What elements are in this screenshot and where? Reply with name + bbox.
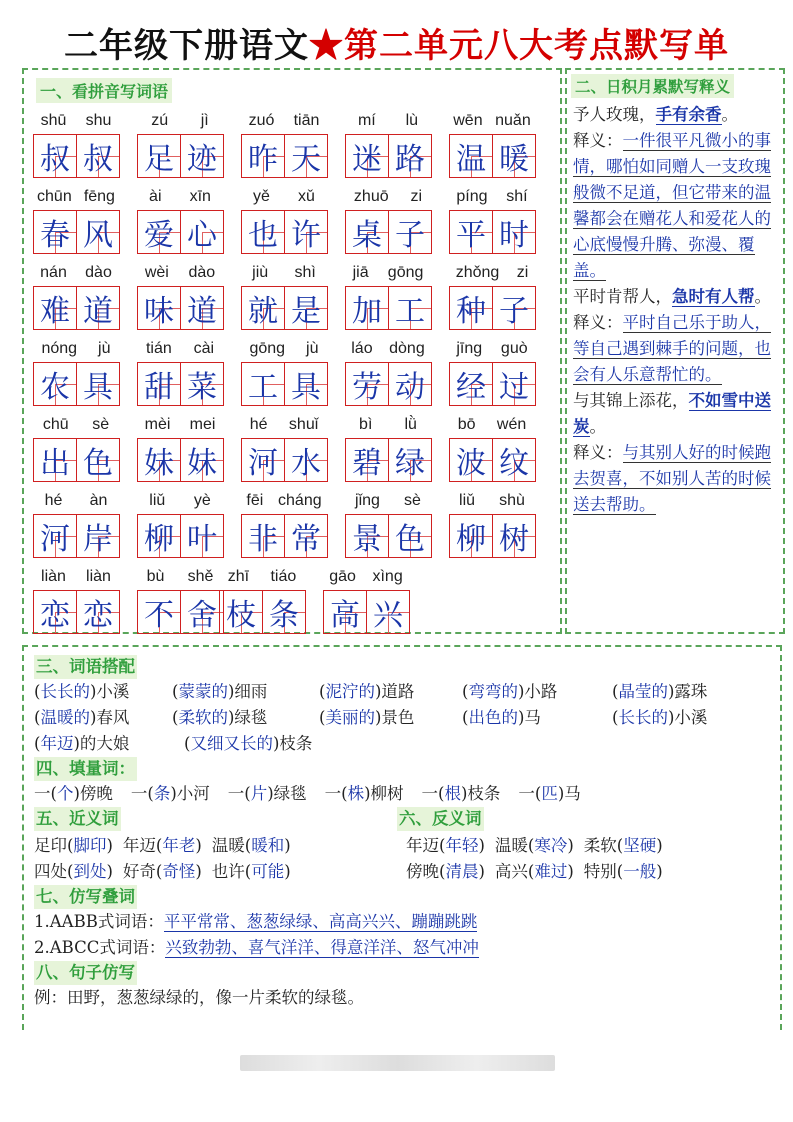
tianzige-grid: [345, 438, 432, 482]
tianzige-grid: [137, 438, 224, 482]
char-cell: 加: [345, 286, 389, 330]
char-cell: 树: [493, 514, 536, 558]
pinyin-label: shū shu: [40, 112, 112, 129]
pinyin-label: mèi mei: [144, 416, 216, 433]
char-cell: 波: [449, 438, 493, 482]
page-title: [0, 18, 793, 67]
tianzige-grid: [241, 210, 328, 254]
char-cell: 柳: [137, 514, 181, 558]
antonym-list: [406, 833, 673, 885]
char-cell: 水: [285, 438, 328, 482]
word-pair: 也许(可能): [211, 862, 291, 881]
pinyin-label: láo dòng: [351, 340, 425, 357]
collocation-item: (弯弯的)小路: [462, 682, 558, 701]
word-entry: [239, 340, 329, 410]
word-entry: [447, 112, 537, 182]
synonym-list: [34, 833, 301, 885]
tianzige-grid: [241, 514, 328, 558]
tianzige-grid: [33, 590, 120, 634]
word-entry: [31, 188, 121, 258]
reduplicated-word: 葱葱绿绿: [246, 912, 313, 931]
char-cell: 河: [241, 438, 285, 482]
pinyin-label: fēi cháng: [246, 492, 322, 509]
idiom-section: [565, 68, 785, 634]
word-entry: [135, 568, 225, 638]
word-entry: [343, 492, 433, 562]
word-pair-row: [406, 859, 673, 885]
char-cell: 条: [263, 590, 306, 634]
pinyin-label: yě xǔ: [253, 188, 315, 205]
char-cell: 迷: [345, 134, 389, 178]
collocation-item: (泥泞的)道路: [319, 682, 415, 701]
pinyin-label: jīng guò: [456, 340, 528, 357]
section5-heading: 五、近义词: [34, 807, 121, 831]
char-cell: 路: [389, 134, 432, 178]
tianzige-grid: [345, 514, 432, 558]
pinyin-label: mí lù: [357, 112, 419, 129]
reduplicated-word: 喜气洋洋: [247, 938, 314, 957]
word-entry: [343, 264, 433, 334]
char-cell: 菜: [181, 362, 224, 406]
pinyin-label: liǔ shù: [459, 492, 525, 509]
word-entry: [447, 416, 537, 486]
tianzige-grid: [137, 134, 224, 178]
char-cell: 景: [345, 514, 389, 558]
section2-heading: 二、日积月累默写释义: [571, 74, 734, 98]
word-entry: [239, 492, 329, 562]
collocation-item: (蒙蒙的)细雨: [172, 682, 268, 701]
char-cell: 兴: [367, 590, 410, 634]
idiom-body: [567, 98, 783, 518]
exercise-section: [22, 645, 782, 1030]
word-entry: [31, 416, 121, 486]
reduplicated-word: 高高兴兴: [328, 912, 395, 931]
word-entry: [239, 112, 329, 182]
section8-heading: 八、句子仿写: [34, 961, 137, 985]
word-entry: [239, 416, 329, 486]
collocation-item: (又细又长的)枝条: [184, 734, 313, 753]
char-cell: 恋: [33, 590, 77, 634]
char-cell: 种: [449, 286, 493, 330]
collocation-item: (长长的)小溪: [34, 682, 130, 701]
tianzige-grid: [345, 134, 432, 178]
pinyin-label: píng shí: [456, 188, 528, 205]
title-unit: 第二单元八大考点默写单: [344, 26, 729, 66]
char-cell: 叔: [77, 134, 120, 178]
char-cell: 色: [389, 514, 432, 558]
char-cell: 农: [33, 362, 77, 406]
char-cell: 高: [323, 590, 367, 634]
char-cell: 工: [389, 286, 432, 330]
char-cell: 动: [389, 362, 432, 406]
collocation-item: (年迈)的大娘: [34, 734, 130, 753]
word-entry: [135, 188, 225, 258]
pinyin-label: wèi dào: [144, 264, 216, 281]
word-pair-row: [34, 859, 301, 885]
pinyin-label: chū sè: [42, 416, 110, 433]
tianzige-grid: [345, 286, 432, 330]
section6-heading: 六、反义词: [397, 807, 484, 831]
word-entry: [135, 416, 225, 486]
abcc-line: 2.ABCC式词语：兴致勃勃、喜气洋洋、得意洋洋、怒气冲冲: [34, 938, 479, 957]
word-entry: [343, 340, 433, 410]
char-cell: 岸: [77, 514, 120, 558]
char-cell: 春: [33, 210, 77, 254]
collocation-row: [34, 679, 774, 705]
word-pair: 高兴(难过): [494, 862, 574, 881]
word-entry: [343, 188, 433, 258]
pinyin-label: nán dào: [40, 264, 112, 281]
word-entry: [31, 492, 121, 562]
char-cell: 舍: [181, 590, 224, 634]
measure-item: 一(株)柳树: [324, 784, 404, 803]
tianzige-grid: [137, 514, 224, 558]
section1-heading: 一、看拼音写词语: [36, 78, 172, 103]
char-cell: 心: [181, 210, 224, 254]
collocation-row: [34, 731, 774, 757]
word-pair-row: [406, 833, 673, 859]
char-cell: 天: [285, 134, 328, 178]
char-cell: 足: [137, 134, 181, 178]
tianzige-grid: [449, 514, 536, 558]
pinyin-label: bō wén: [457, 416, 527, 433]
char-cell: 具: [77, 362, 120, 406]
pinyin-label: ài xīn: [149, 188, 211, 205]
star-icon: ★: [309, 26, 344, 66]
char-cell: 是: [285, 286, 328, 330]
pinyin-label: zhī tiáo: [227, 568, 297, 585]
char-cell: 迹: [181, 134, 224, 178]
char-cell: 枝: [219, 590, 263, 634]
pinyin-label: gāo xìng: [329, 568, 403, 585]
tianzige-grid: [241, 286, 328, 330]
word-entry: [447, 188, 537, 258]
tianzige-grid: [33, 514, 120, 558]
pinyin-label: jǐng sè: [355, 492, 421, 509]
sentence-example: 例：田野，葱葱绿绿的，像一片柔软的绿毯。: [34, 988, 364, 1007]
char-cell: 甜: [137, 362, 181, 406]
char-cell: 非: [241, 514, 285, 558]
word-pair: 柔软(坚硬): [583, 836, 663, 855]
char-cell: 叔: [33, 134, 77, 178]
char-cell: 桌: [345, 210, 389, 254]
pinyin-label: hé shuǐ: [249, 416, 319, 433]
word-entry: [135, 492, 225, 562]
char-cell: 妹: [137, 438, 181, 482]
char-cell: 不: [137, 590, 181, 634]
char-cell: 叶: [181, 514, 224, 558]
pinyin-label: jiù shì: [252, 264, 316, 281]
word-entry: [31, 340, 121, 410]
word-pair: 傍晚(清晨): [406, 862, 485, 881]
collocation-item: (柔软的)绿毯: [172, 708, 268, 727]
pinyin-label: liǔ yè: [149, 492, 211, 509]
measure-word-list: [34, 781, 774, 807]
pinyin-label: bù shě: [146, 568, 214, 585]
tianzige-grid: [449, 286, 536, 330]
tianzige-grid: [33, 210, 120, 254]
pinyin-label: chūn fēng: [37, 188, 115, 205]
collocation-list: [34, 679, 774, 757]
idiom-2-explain: 释义：平时自己乐于助人，等自己遇到棘手的问题，也会有人乐意帮忙的。: [573, 313, 771, 384]
char-cell: 风: [77, 210, 120, 254]
section4-heading: 四、填量词：: [34, 757, 137, 781]
char-cell: 难: [33, 286, 77, 330]
tianzige-grid: [137, 286, 224, 330]
char-cell: 劳: [345, 362, 389, 406]
idiom-2: 平时肯帮人，急时有人帮。: [573, 287, 771, 306]
char-cell: 河: [33, 514, 77, 558]
idiom-1-explain: 释义：一件很平凡微小的事情，哪怕如同赠人一支玫瑰般微不足道，但它带来的温馨都会在赠花人和爱花人的心底慢慢升腾、弥漫、覆盖。: [573, 131, 771, 280]
char-cell: 味: [137, 286, 181, 330]
pinyin-label: liàn liàn: [41, 568, 111, 585]
idiom-1: 予人玫瑰，手有余香。: [573, 105, 738, 124]
word-pair: 四处(到处): [34, 862, 113, 881]
char-cell: 工: [241, 362, 285, 406]
collocation-item: (晶莹的)露珠: [612, 682, 708, 701]
char-cell: 就: [241, 286, 285, 330]
char-cell: 具: [285, 362, 328, 406]
char-cell: 碧: [345, 438, 389, 482]
char-cell: 恋: [77, 590, 120, 634]
char-cell: 平: [449, 210, 493, 254]
measure-item: 一(匹)马: [518, 784, 581, 803]
tianzige-grid: [137, 590, 224, 634]
char-cell: 色: [77, 438, 120, 482]
word-pair: 年迈(年老): [122, 836, 202, 855]
char-cell: 子: [389, 210, 432, 254]
char-cell: 子: [493, 286, 536, 330]
measure-item: 一(个)傍晚: [34, 784, 113, 803]
measure-item: 一(片)绿毯: [227, 784, 307, 803]
word-entry: [447, 340, 537, 410]
char-cell: 许: [285, 210, 328, 254]
word-pair: 好奇(奇怪): [122, 862, 202, 881]
word-pair: 温暖(暖和): [211, 836, 291, 855]
word-entry: [135, 112, 225, 182]
title-grade: 二年级下册语文: [64, 26, 309, 66]
watermark-blur: [240, 1055, 555, 1071]
pinyin-label: gōng jù: [249, 340, 319, 357]
reduplicated-word: 兴致勃勃: [165, 938, 232, 957]
measure-item: 一(条)小河: [130, 784, 210, 803]
reduplicated-word: 平平常常: [163, 912, 230, 931]
char-cell: 也: [241, 210, 285, 254]
char-cell: 道: [77, 286, 120, 330]
pinyin-label: nóng jù: [41, 340, 111, 357]
pinyin-label: zhuō zi: [353, 188, 423, 205]
char-cell: 纹: [493, 438, 536, 482]
char-cell: 经: [449, 362, 493, 406]
word-entry: [239, 188, 329, 258]
tianzige-grid: [449, 362, 536, 406]
word-pair: 年迈(年轻): [406, 836, 485, 855]
tianzige-grid: [219, 590, 306, 634]
word-entry: [31, 264, 121, 334]
word-entry: [447, 264, 537, 334]
tianzige-grid: [449, 134, 536, 178]
word-entry: [343, 112, 433, 182]
char-cell: 时: [493, 210, 536, 254]
collocation-item: (出色的)马: [462, 708, 541, 727]
tianzige-grid: [345, 362, 432, 406]
pinyin-label: bì lǜ: [359, 416, 417, 433]
char-cell: 出: [33, 438, 77, 482]
word-entry: [31, 568, 121, 638]
measure-item: 一(根)枝条: [421, 784, 501, 803]
char-cell: 温: [449, 134, 493, 178]
aabb-line: 1.AABB式词语：平平常常、葱葱绿绿、高高兴兴、蹦蹦跳跳: [34, 912, 478, 931]
pinyin-label: hé àn: [44, 492, 108, 509]
pinyin-label: jiā gōng: [352, 264, 424, 281]
tianzige-grid: [449, 210, 536, 254]
collocation-row: [34, 705, 774, 731]
collocation-item: (长长的)小溪: [612, 708, 708, 727]
word-entry: [217, 568, 307, 638]
pinyin-label: tián cài: [145, 340, 215, 357]
idiom-3: 与其锦上添花，不如雪中送炭。: [573, 391, 771, 436]
pinyin-label: zú jì: [151, 112, 209, 129]
pinyin-label: zhǒng zi: [455, 264, 529, 281]
word-entry: [447, 492, 537, 562]
tianzige-grid: [33, 438, 120, 482]
word-pair: 足印(脚印): [34, 836, 113, 855]
word-entry: [135, 340, 225, 410]
word-pair: 特别(一般): [583, 862, 663, 881]
reduplicated-word: 蹦蹦跳跳: [411, 912, 478, 931]
idiom-3-explain: 释义：与其别人好的时候跑去贺喜，不如别人苦的时候送去帮助。: [573, 443, 771, 514]
word-pair: 温暖(寒冷): [494, 836, 574, 855]
tianzige-grid: [33, 286, 120, 330]
tianzige-grid: [241, 438, 328, 482]
tianzige-grid: [137, 210, 224, 254]
reduplicated-word: 怒气冲冲: [412, 938, 479, 957]
char-cell: 绿: [389, 438, 432, 482]
char-cell: 常: [285, 514, 328, 558]
tianzige-grid: [241, 362, 328, 406]
word-entry: [321, 568, 411, 638]
collocation-item: (美丽的)景色: [319, 708, 415, 727]
reduplicated-word: 得意洋洋: [330, 938, 397, 957]
collocation-item: (温暖的)春风: [34, 708, 130, 727]
pinyin-label: zuó tiān: [248, 112, 320, 129]
char-cell: 昨: [241, 134, 285, 178]
word-entry: [135, 264, 225, 334]
char-cell: 过: [493, 362, 536, 406]
tianzige-grid: [241, 134, 328, 178]
tianzige-grid: [137, 362, 224, 406]
tianzige-grid: [33, 362, 120, 406]
section7-heading: 七、仿写叠词: [34, 885, 137, 909]
word-entry: [31, 112, 121, 182]
pinyin-section: [22, 68, 562, 634]
tianzige-grid: [345, 210, 432, 254]
char-cell: 道: [181, 286, 224, 330]
char-cell: 妹: [181, 438, 224, 482]
tianzige-grid: [33, 134, 120, 178]
char-cell: 柳: [449, 514, 493, 558]
tianzige-grid: [323, 590, 410, 634]
word-entry: [239, 264, 329, 334]
section3-heading: 三、词语搭配: [34, 655, 137, 679]
char-cell: 爱: [137, 210, 181, 254]
pinyin-label: wēn nuǎn: [453, 112, 531, 129]
char-cell: 暖: [493, 134, 536, 178]
word-entry: [343, 416, 433, 486]
word-pair-row: [34, 833, 301, 859]
tianzige-grid: [449, 438, 536, 482]
